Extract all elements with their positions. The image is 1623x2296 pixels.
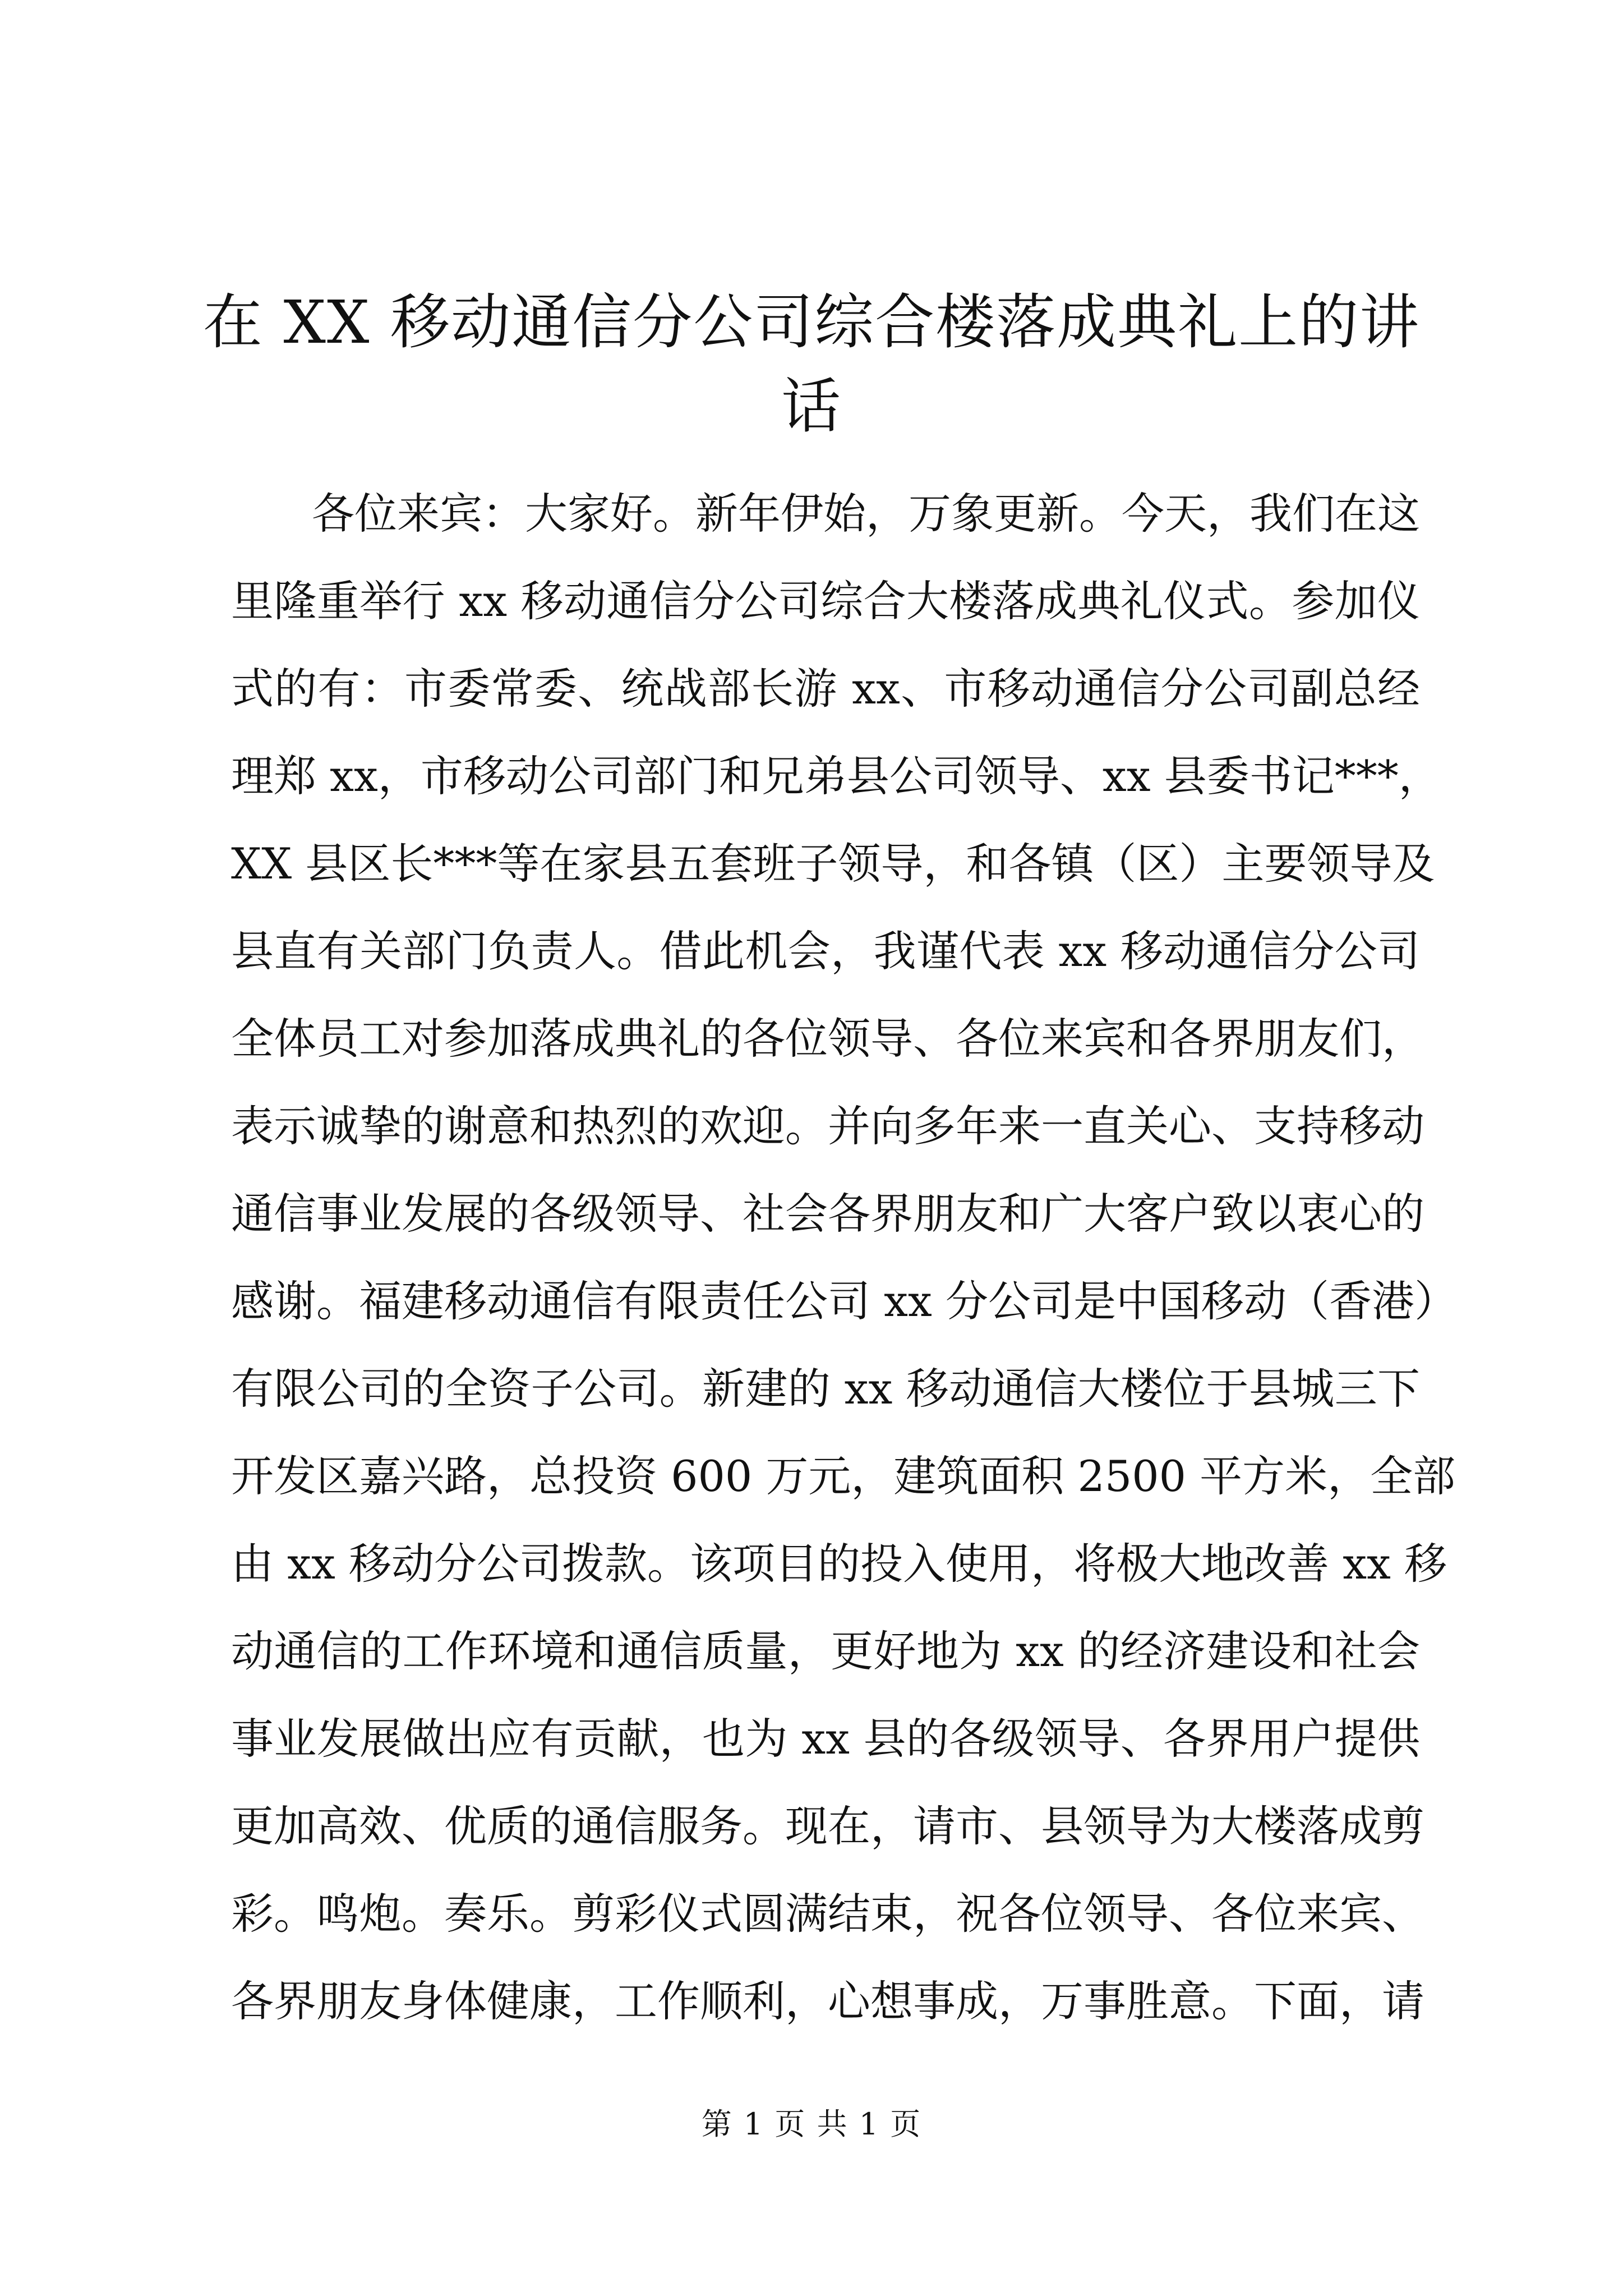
body-line: 彩。鸣炮。奏乐。剪彩仪式圆满结束，祝各位领导、各位来宾、 [231,1889,1424,1939]
body-line: 事业发展做出应有贡献，也为 xx 县的各级领导、各界用户提供 [231,1714,1420,1764]
body-line: 由 xx 移动分公司拨款。该项目的投入使用，将极大地改善 xx 移 [231,1539,1447,1589]
document-title [202,280,1421,449]
page-footer: 第 1 页 共 1 页 [701,2106,922,2142]
body-line: XX 县区长***等在家县五套班子领导，和各镇（区）主要领导及 [231,839,1435,889]
title-line: 在 XX 移动通信分公司综合楼落成典礼上的讲 [202,288,1421,357]
title-line: 话 [781,372,842,441]
body-line: 通信事业发展的各级领导、社会各界朋友和广大客户致以衷心的 [231,1189,1424,1239]
body-line: 开发区嘉兴路，总投资 600 万元，建筑面积 2500 平方米，全部 [231,1451,1456,1501]
body-line: 表示诚挚的谢意和热烈的欢迎。并向多年来一直关心、支持移动 [231,1101,1424,1151]
body-line: 县直有关部门负责人。借此机会，我谨代表 xx 移动通信分公司 [231,926,1420,976]
body-line: 感谢。福建移动通信有限责任公司 xx 分公司是中国移动（香港） [231,1276,1458,1326]
body-line: 全体员工对参加落成典礼的各位领导、各位来宾和各界朋友们， [231,1014,1424,1064]
body-line: 各位来宾：大家好。新年伊始，万象更新。今天，我们在这 [312,489,1420,539]
body-line: 理郑 xx，市移动公司部门和兄弟县公司领导、xx 县委书记***， [231,751,1441,801]
body-line: 有限公司的全资子公司。新建的 xx 移动通信大楼位于县城三下 [231,1364,1420,1414]
body-line: 动通信的工作环境和通信质量，更好地为 xx 的经济建设和社会 [231,1626,1420,1676]
body-line: 式的有：市委常委、统战部长游 xx、市移动通信分公司副总经 [231,664,1420,714]
body-paragraph [231,470,1458,2045]
body-line: 各界朋友身体健康，工作顺利，心想事成，万事胜意。下面，请 [231,1976,1424,2026]
body-line: 里隆重举行 xx 移动通信分公司综合大楼落成典礼仪式。参加仪 [231,576,1420,626]
body-line: 更加高效、优质的通信服务。现在，请市、县领导为大楼落成剪 [231,1801,1424,1851]
